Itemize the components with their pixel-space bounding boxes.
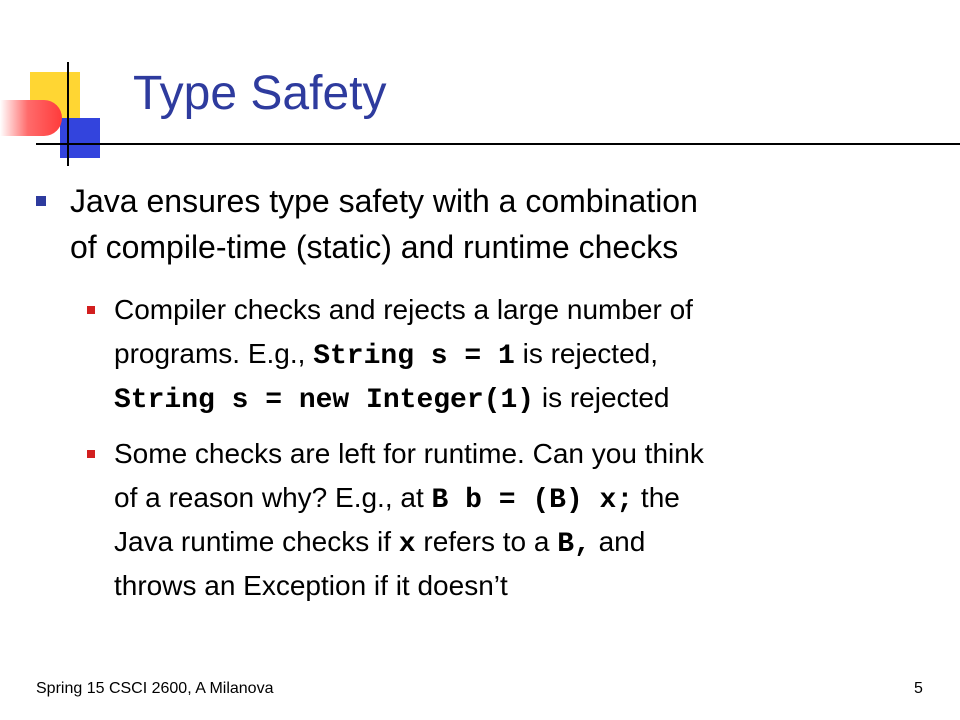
page-number: 5 bbox=[914, 680, 923, 697]
text-run: the bbox=[633, 482, 680, 513]
text-run: is rejected bbox=[534, 382, 670, 413]
text-run: and bbox=[590, 526, 646, 557]
sub-bullet-line bbox=[114, 476, 680, 523]
decor-red-bar bbox=[0, 100, 62, 136]
decor-blue-square bbox=[60, 118, 100, 158]
sub-bullet-line: Compiler checks and rejects a large number of bbox=[114, 294, 693, 325]
sub-bullet-line: Some checks are left for runtime. Can you think bbox=[114, 438, 704, 469]
code-snippet: String s = new Integer(1) bbox=[114, 385, 535, 416]
text-run: refers to a bbox=[415, 526, 558, 557]
text-run: is rejected, bbox=[514, 338, 658, 369]
text-run: of a reason why? E.g., at bbox=[114, 482, 432, 513]
footer-text: Spring 15 CSCI 2600, A Milanova bbox=[36, 680, 274, 697]
bullet-line: Java ensures type safety with a combination bbox=[70, 183, 698, 219]
title-underline bbox=[36, 143, 960, 145]
bullet-marker bbox=[36, 196, 46, 206]
sub-bullet-line: throws an Exception if it doesn’t bbox=[114, 570, 508, 601]
text-run: Java runtime checks if bbox=[114, 526, 399, 557]
slide-title: Type Safety bbox=[133, 67, 387, 120]
code-snippet: B, bbox=[557, 529, 591, 560]
code-snippet: B b = (B) x; bbox=[431, 485, 634, 516]
code-snippet: x bbox=[398, 529, 416, 560]
decor-vertical-line bbox=[67, 62, 69, 166]
code-snippet: String s = 1 bbox=[313, 341, 515, 372]
sub-bullet-line bbox=[114, 376, 669, 423]
bullet-line: of compile-time (static) and runtime checks bbox=[70, 229, 679, 265]
sub-bullet-marker bbox=[87, 306, 95, 314]
text-run: programs. E.g., bbox=[114, 338, 314, 369]
sub-bullet-marker bbox=[87, 450, 95, 458]
sub-bullet-line bbox=[114, 520, 645, 567]
sub-bullet-line bbox=[114, 332, 658, 379]
